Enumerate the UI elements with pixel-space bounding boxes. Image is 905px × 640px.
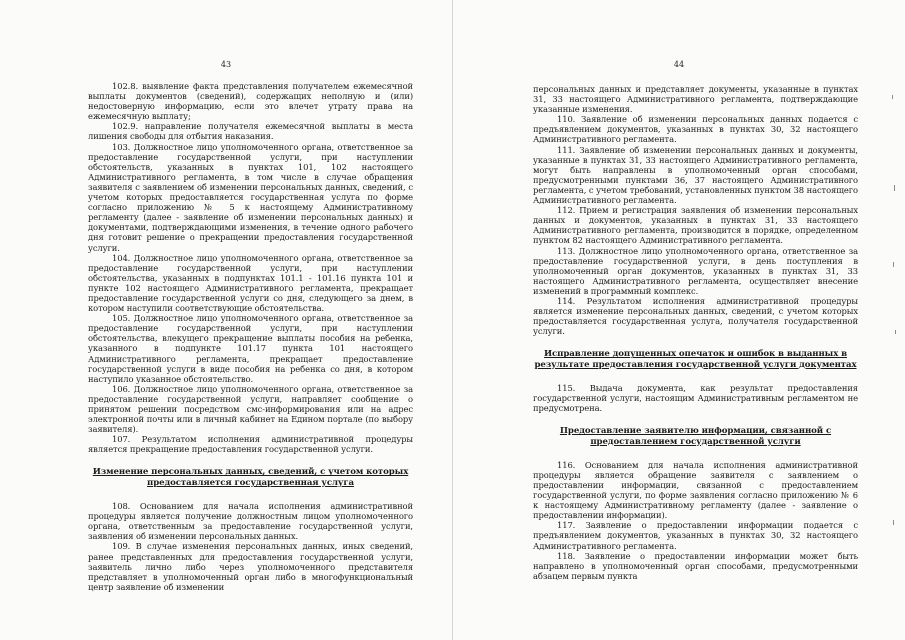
paragraph: 117. Заявление о предоставлении информации подается с предъявлением документов, указанных в пунктах 30, 32 настоящего Административного регламента. <box>533 520 858 551</box>
section-heading: Изменение персональных данных, сведений, с учетом которых предоставляется государственная услуга <box>92 467 409 488</box>
page-body <box>533 84 858 581</box>
scan-mark <box>893 262 894 267</box>
paragraph: 118. Заявление о предоставлении информации может быть направлено в уполномоченный орган способами, предусмотренными абзацем первым пункта <box>533 550 858 581</box>
paragraph: 108. Основанием для начала исполнения административной процедуры является получение должностным лицом уполномоченного органа, ответственным за предоставление государственной услуги, заявления об изменении персональных данных. <box>88 501 413 542</box>
paragraph: 106. Должностное лицо уполномоченного органа, ответственное за предоставление государственной услуги, направляет сообщение о принятом решении посредством смс-информирования или на адрес электронной почты или в личный кабинет на Едином портале (по выбору заявителя). <box>88 383 413 435</box>
section-heading: Исправление допущенных опечаток и ошибок в выданных в результате предоставления государственной услуги документах <box>534 349 857 370</box>
paragraph: 102.8. выявление факта представления получателем ежемесячной выплаты документов (сведений), содержащих неполную и (или) недостоверную информацию, если это влечет утрату права на ежемесячную выплату; <box>88 81 413 122</box>
paragraph: 115. Выдача документа, как результат предоставления государственной услуги, настоящим Административным регламентом не предусмотрена. <box>533 382 858 414</box>
section-heading: Предоставление заявителю информации, связанной с предоставлением государственной услуги <box>559 426 832 447</box>
paragraph: 112. Прием и регистрация заявления об изменении персональных данных и документов, указанных в пунктах 31, 33 настоящего Административного регламента, производится в порядке, определенном пунктом 82 настоящего Административного регламента. <box>533 205 858 246</box>
paragraph: 116. Основанием для начала исполнения административной процедуры является обращение заявителя с заявлением о предоставлении информации, связанной с предоставлением государственной услуги, по форме заявления согласно приложению № 6 к настоящему Административному регламенту (далее - заявление о предоставлении информации). <box>533 459 858 521</box>
page-body <box>88 81 413 592</box>
right-page <box>453 0 905 640</box>
paragraph: 110. Заявление об изменении персональных данных подается с предъявлением документов, указанных в пунктах 30, 32 настоящего Административного регламента. <box>533 114 858 145</box>
paragraph: 105. Должностное лицо уполномоченного органа, ответственное за предоставление государственной услуги, при наступлении обстоятельства, влекущего прекращение выплаты пособия на ребенка, указанного в подпункте 101.17 пункта 101 настоящего Административного регламента, прекращает предоставление государственной услуги в виде пособия на ребенка со дня, в котором наступило указанное обстоятельство. <box>88 313 413 384</box>
paragraph: 102.9. направление получателя ежемесячной выплаты в места лишения свободы для отбытия наказания. <box>88 121 413 142</box>
paragraph: 104. Должностное лицо уполномоченного органа, ответственное за предоставление государственной услуги, при наступлении обстоятельства, указанных в подпунктах 101.1 - 101.16 пункта 101 и пункте 102 настоящего Административного регламента, прекращает предоставление государственной услуги со дня, следующего за днем, в котором наступили соответствующие обстоятельства. <box>88 252 413 314</box>
paragraph: 103. Должностное лицо уполномоченного органа, ответственное за предоставление государственной услуги, при наступлении обстоятельств, указанных в пунктах 101, 102 настоящего Административного регламента, в том числе в случае обращения заявителя с заявлением об изменении персональных данных, сведений, с учетом которых предоставляется государственная услуга по форме согласно приложению № 5 к настоящему Административному регламенту (далее - заявление об изменении персональных данных) и документами, подтверждающими изменения, в течение одного рабочего дня готовит решение о прекращении предоставления государственной услуги. <box>88 141 413 253</box>
page-number: 43 <box>220 60 232 69</box>
paragraph: 109. В случае изменения персональных данных, иных сведений, ранее представленных для предоставления государственной услуги, заявитель лично либо через уполномоченного представителя представляет в уполномоченный орган либо в многофункциональный центр заявление об изменении <box>88 541 413 592</box>
paragraph: персональных данных и представляет документы, указанные в пунктах 31, 33 настоящего Административного регламента, подтверждающие указанные изменения. <box>533 84 858 115</box>
scan-mark <box>894 185 895 191</box>
scan-mark <box>892 95 893 99</box>
scan-mark <box>893 520 894 525</box>
paragraph: 113. Должностное лицо уполномоченного органа, ответственное за предоставление государственной услуги, в день поступления в уполномоченный орган документов, указанных в пунктах 31, 33 настоящего Административного регламента, осуществляет внесение изменений в программный комплекс. <box>533 245 858 296</box>
paragraph: 107. Результатом исполнения административной процедуры является прекращение предоставления государственной услуги. <box>88 434 413 455</box>
scan-mark <box>895 330 896 334</box>
paragraph: 111. Заявление об изменении персональных данных и документы, указанные в пунктах 31, 33 настоящего Административного регламента, могут быть направлены в уполномоченный орган способами, предусмотренными пунктами 36, 37 настоящего Административного регламента, с учетом требований, установленных пунктом 38 настоящего Административного регламента. <box>533 144 858 206</box>
page-number: 44 <box>673 60 685 69</box>
paragraph: 114. Результатом исполнения административной процедуры является изменение персональных данных, сведений, с учетом которых предоставляется государственная услуга, получателя государственной услуги. <box>533 295 858 337</box>
